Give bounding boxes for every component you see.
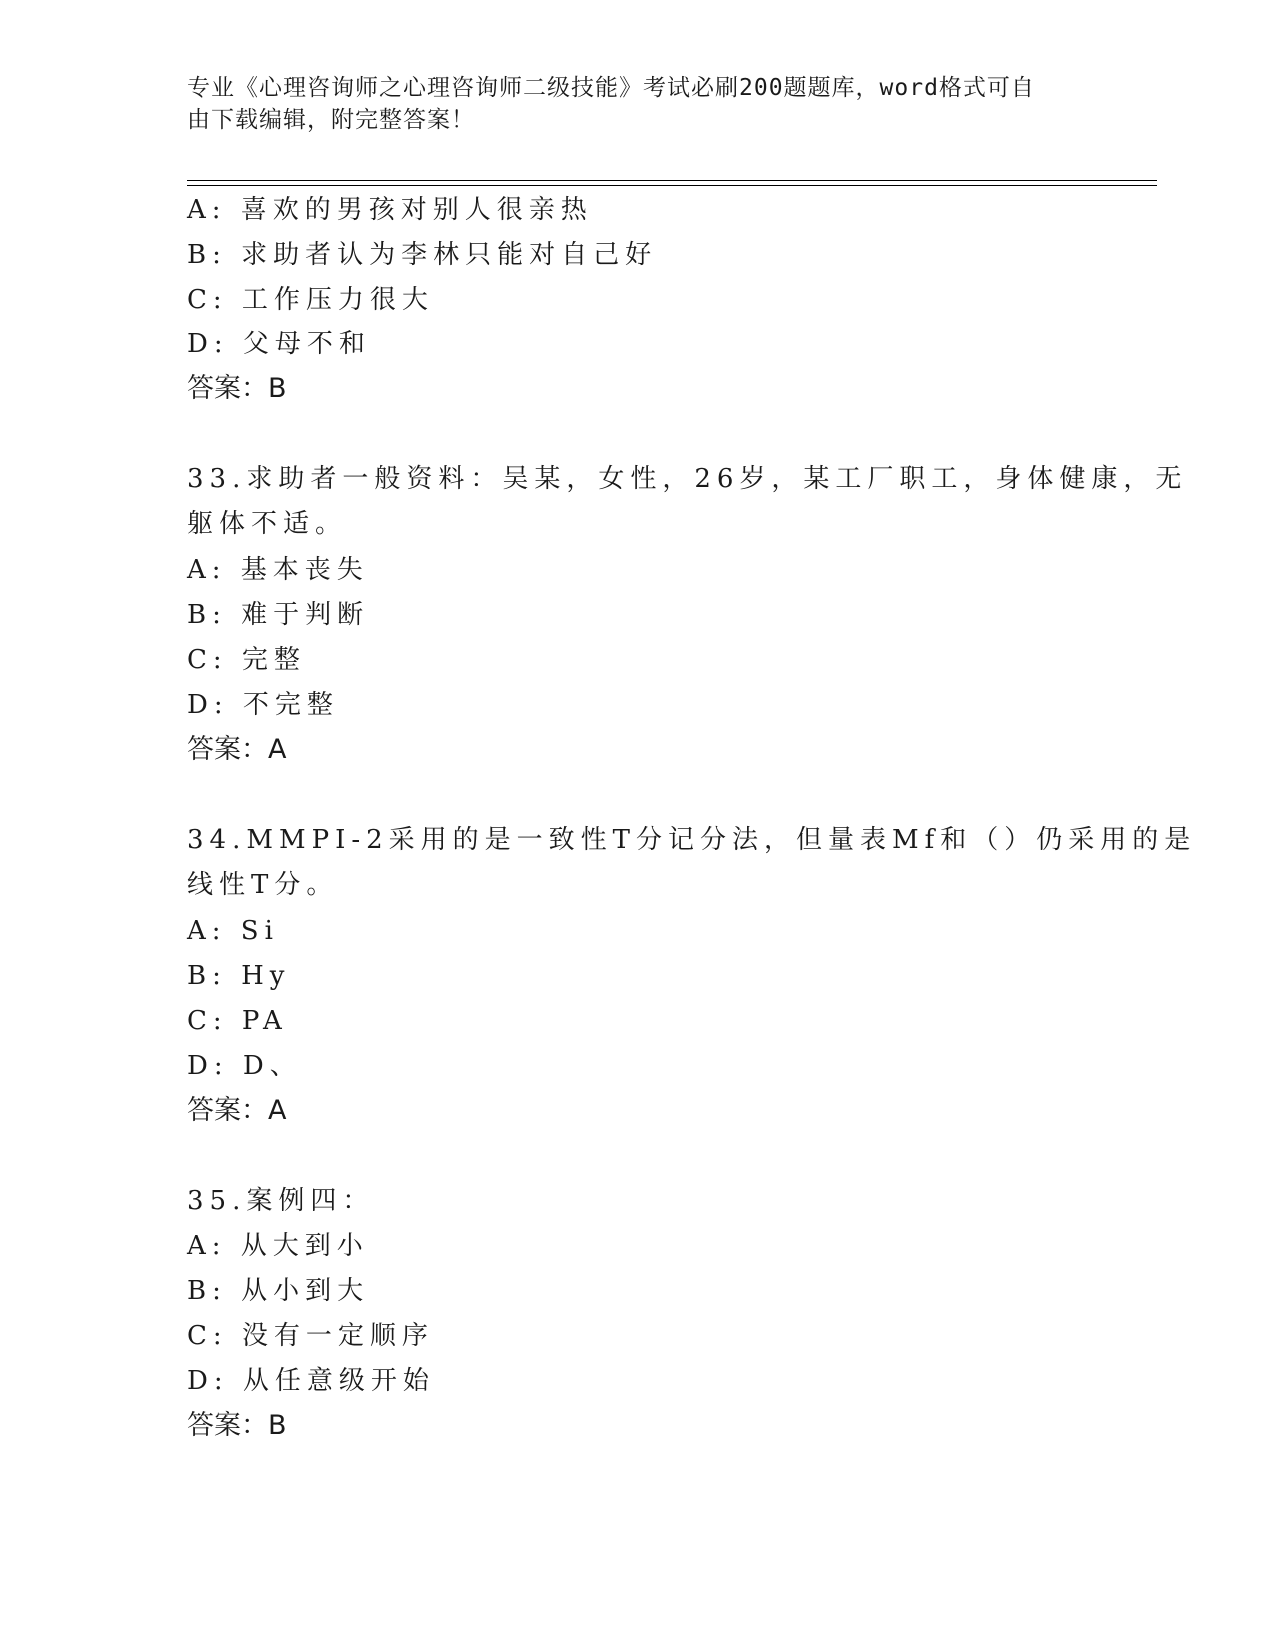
q32-option-d: D: 父母不和 — [187, 329, 371, 359]
document-header — [187, 72, 1077, 136]
q32-option-a: A: 喜欢的男孩对别人很亲热 — [187, 195, 593, 225]
q34-option-c: C: PA — [187, 1006, 288, 1036]
q35-option-b: B: 从小到大 — [187, 1276, 370, 1306]
q34-option-a: A: Si — [187, 916, 279, 946]
q32-option-b: B: 求助者认为李林只能对自己好 — [187, 240, 658, 270]
q33-answer: 答案：A — [187, 734, 287, 765]
q35-option-c: C: 没有一定顺序 — [187, 1321, 434, 1351]
q35-option-a: A: 从大到小 — [187, 1231, 369, 1261]
q35-option-d: D: 从任意级开始 — [187, 1366, 435, 1396]
q33-option-a: A: 基本丧失 — [187, 555, 369, 585]
q33-stem-line-1: 33.求助者一般资料：吴某，女性，26岁，某工厂职工，身体健康，无 — [187, 464, 1188, 494]
header-line-1: 专业《心理咨询师之心理咨询师二级技能》考试必刷200题题库，word格式可自 — [187, 75, 1035, 101]
q35-answer: 答案：B — [187, 1410, 287, 1441]
q34-answer: 答案：A — [187, 1095, 287, 1126]
q35-stem-line-1: 35.案例四： — [187, 1186, 375, 1216]
header-line-2: 由下载编辑，附完整答案！ — [187, 107, 475, 133]
header-divider-top — [187, 180, 1157, 181]
q33-option-c: C: 完整 — [187, 645, 306, 675]
q33-option-d: D: 不完整 — [187, 690, 339, 720]
q33-option-b: B: 难于判断 — [187, 600, 370, 630]
q34-option-b: B: Hy — [187, 961, 291, 991]
q34-stem-line-2: 线性T分。 — [187, 870, 339, 900]
header-divider-bottom — [187, 185, 1157, 186]
q32-option-c: C: 工作压力很大 — [187, 285, 434, 315]
q32-answer: 答案：B — [187, 373, 287, 404]
q33-stem-line-2: 躯体不适。 — [187, 509, 348, 539]
q34-stem-line-1: 34.MMPI-2采用的是一致性T分记分法，但量表Mf和（）仍采用的是 — [187, 825, 1197, 855]
q34-option-d: D: D、 — [187, 1051, 302, 1081]
